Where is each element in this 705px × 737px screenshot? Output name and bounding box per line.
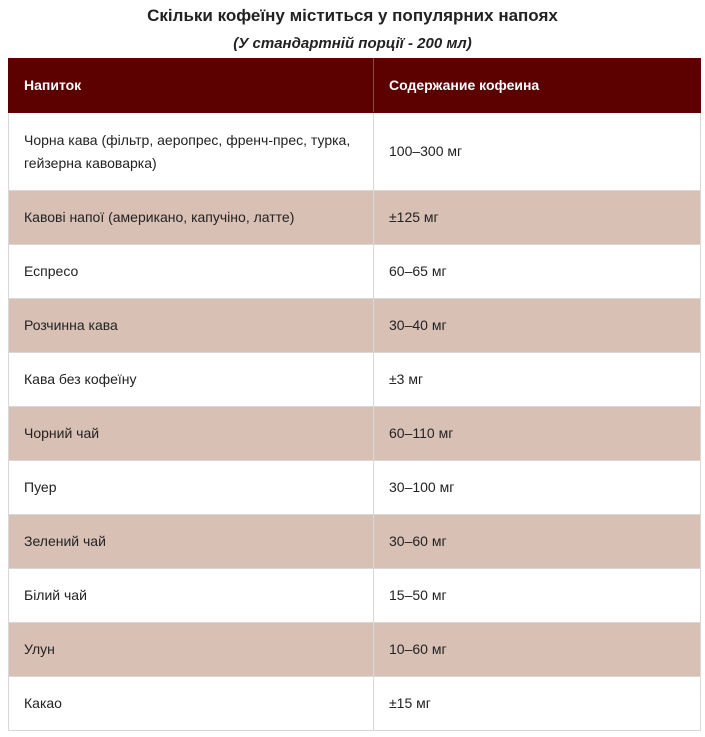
table-row <box>9 461 701 515</box>
header-caffeine: Содержание кофеина <box>374 59 701 113</box>
table-row <box>9 407 701 461</box>
caffeine-cell: 60–65 мг <box>374 245 701 299</box>
header-drink: Напиток <box>9 59 374 113</box>
caffeine-cell: 60–110 мг <box>374 407 701 461</box>
caffeine-cell: 30–40 мг <box>374 299 701 353</box>
caffeine-cell: ±125 мг <box>374 191 701 245</box>
drink-cell: Кава без кофеїну <box>9 353 374 407</box>
drink-cell: Білий чай <box>9 569 374 623</box>
table-row <box>9 623 701 677</box>
caffeine-cell: 15–50 мг <box>374 569 701 623</box>
drink-cell: Кавові напої (американо, капучіно, латте) <box>9 191 374 245</box>
table-row <box>9 245 701 299</box>
caffeine-table <box>8 58 701 731</box>
drink-cell: Чорна кава (фільтр, аеропрес, френч-прес, турка, гейзерна кавоварка) <box>9 113 374 191</box>
caffeine-cell: 10–60 мг <box>374 623 701 677</box>
table-row <box>9 353 701 407</box>
drink-cell: Пуер <box>9 461 374 515</box>
table-header-row <box>9 59 701 113</box>
table-row <box>9 569 701 623</box>
table-row <box>9 677 701 731</box>
table-row <box>9 113 701 191</box>
page-subtitle: (У стандартній порції - 200 мл) <box>233 35 472 52</box>
drink-cell: Еспресо <box>9 245 374 299</box>
drink-cell: Какао <box>9 677 374 731</box>
caffeine-cell: ±3 мг <box>374 353 701 407</box>
drink-cell: Чорний чай <box>9 407 374 461</box>
caffeine-cell: 100–300 мг <box>374 113 701 191</box>
table-row <box>9 515 701 569</box>
drink-cell: Зелений чай <box>9 515 374 569</box>
caffeine-cell: ±15 мг <box>374 677 701 731</box>
caffeine-cell: 30–100 мг <box>374 461 701 515</box>
page-title: Скільки кофеїну міститься у популярних напоях <box>147 6 558 25</box>
table-row <box>9 299 701 353</box>
table-row <box>9 191 701 245</box>
caffeine-cell: 30–60 мг <box>374 515 701 569</box>
drink-cell: Розчинна кава <box>9 299 374 353</box>
drink-cell: Улун <box>9 623 374 677</box>
